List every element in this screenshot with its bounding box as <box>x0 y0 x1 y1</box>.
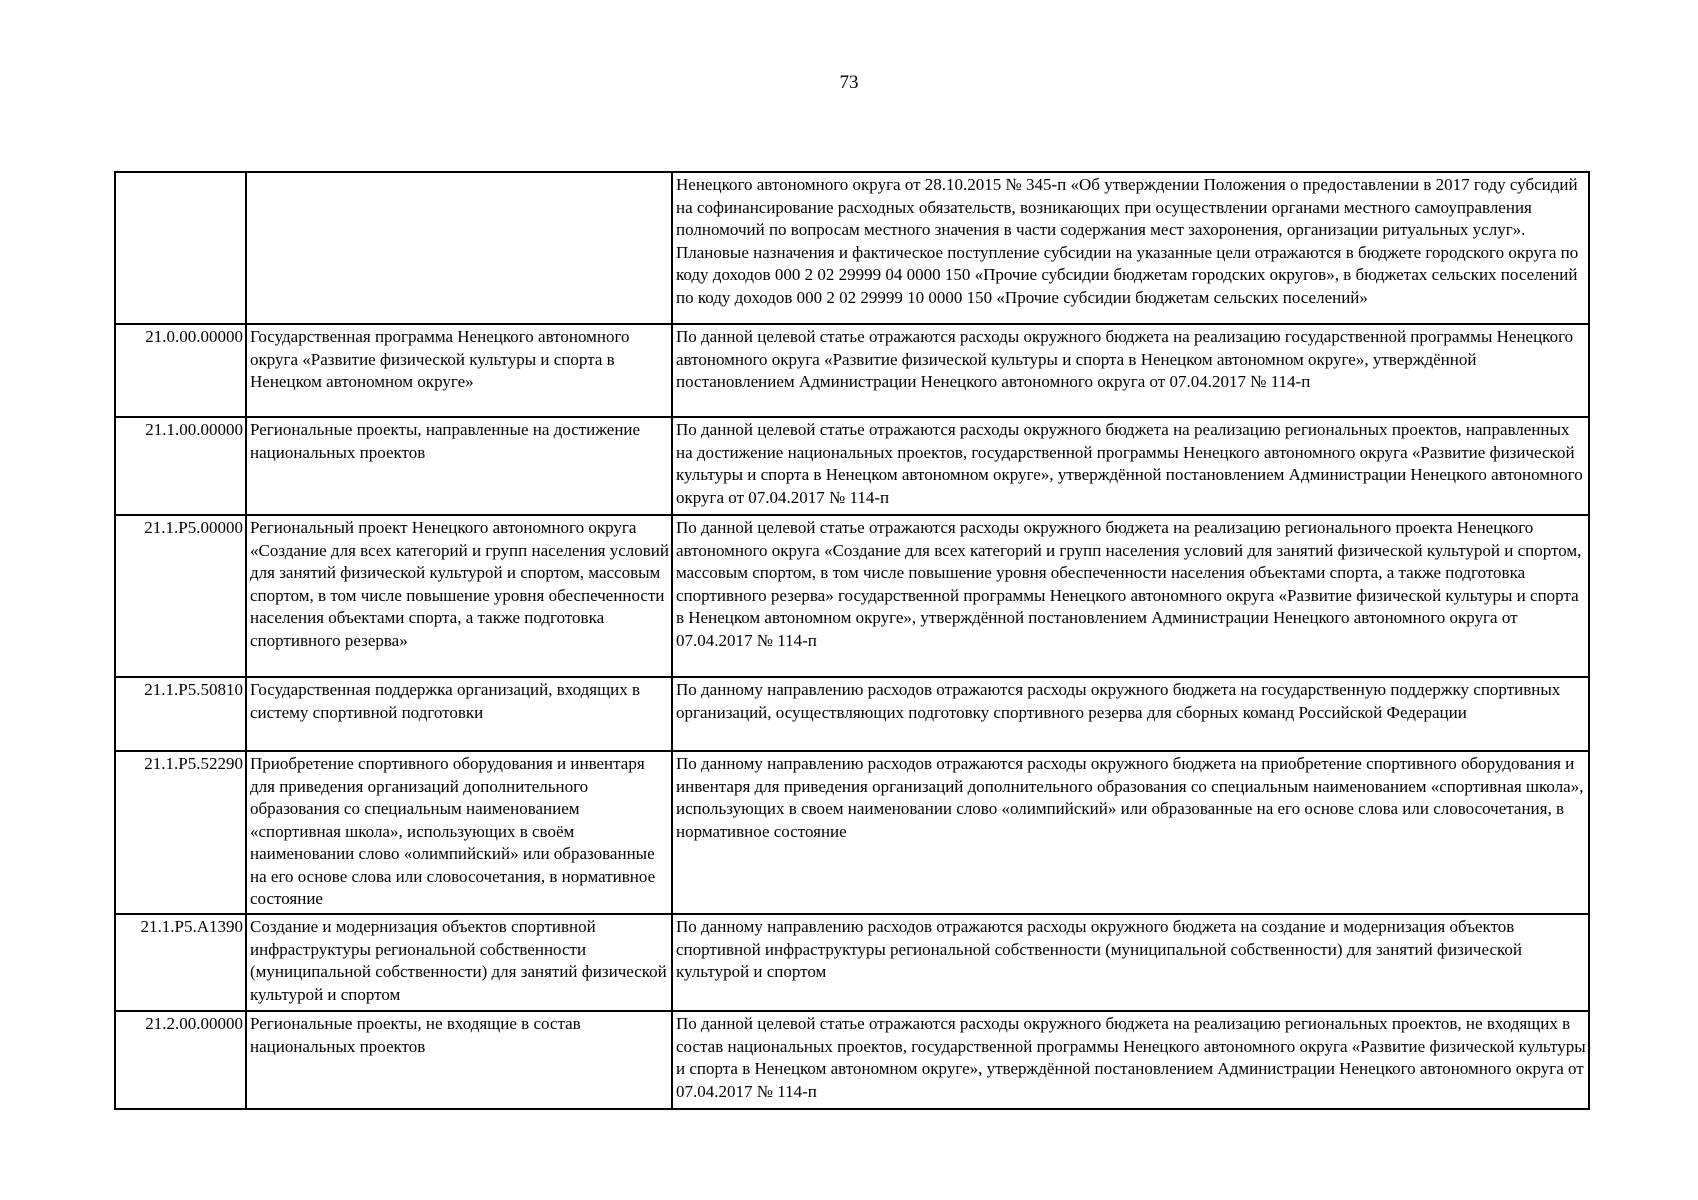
row-code-cell: 21.1.P5.50810 <box>115 677 246 751</box>
row-description-cell: По данной целевой статье отражаются расходы окружного бюджета на реализацию регионального проекта Ненецкого автономного округа «Создание для всех категорий и групп населения условий для занятий физической культурой и спортом, массовым спортом, в том числе повышение уровня обеспеченности населения объектами спорта, а также подготовка спортивного резерва» государственной программы Ненецкого автономного округа «Развитие физической культуры и спорта в Ненецком автономном округе», утверждённой постановлением Администрации Ненецкого автономного округа от 07.04.2017 № 114-п <box>672 515 1589 677</box>
row-name-cell: Приобретение спортивного оборудования и инвентаря для приведения организаций дополнительного образования со специальным наименованием «спортивная школа», использующих в своём наименовании слово «олимпийский» или образованные на его основе слова или словосочетания, в нормативное состояние <box>246 751 672 914</box>
row-code-cell: 21.1.P5.52290 <box>115 751 246 914</box>
row-name-cell: Создание и модернизация объектов спортивной инфраструктуры региональной собственности (муниципальной собственности) для занятий физической культурой и спортом <box>246 914 672 1011</box>
table-row <box>115 324 1589 417</box>
row-description-cell: По данному направлению расходов отражаются расходы окружного бюджета на приобретение спортивного оборудования и инвентаря для приведения организаций дополнительного образования со специальным наименованием «спортивная школа», использующих в своем наименовании слово «олимпийский» или образованные на его основе слова или словосочетания, в нормативное состояние <box>672 751 1589 914</box>
row-name-cell <box>246 172 672 324</box>
table-row <box>115 677 1589 751</box>
table-row <box>115 914 1589 1011</box>
row-name-cell: Государственная программа Ненецкого автономного округа «Развитие физической культуры и спорта в Ненецком автономном округе» <box>246 324 672 417</box>
table-row <box>115 172 1589 324</box>
row-description-cell: По данной целевой статье отражаются расходы окружного бюджета на реализацию региональных проектов, направленных на достижение национальных проектов, государственной программы Ненецкого автономного округа «Развитие физической культуры и спорта в Ненецком автономном округе», утверждённой постановлением Администрации Ненецкого автономного округа от 07.04.2017 № 114-п <box>672 417 1589 515</box>
row-code-cell: 21.1.P5.A1390 <box>115 914 246 1011</box>
row-code-cell: 21.0.00.00000 <box>115 324 246 417</box>
row-code-cell <box>115 172 246 324</box>
table-row <box>115 417 1589 515</box>
table-row <box>115 751 1589 914</box>
table-row <box>115 1011 1589 1109</box>
page-number: 73 <box>839 72 859 93</box>
row-name-cell: Региональные проекты, направленные на достижение национальных проектов <box>246 417 672 515</box>
row-name-cell: Государственная поддержка организаций, входящих в систему спортивной подготовки <box>246 677 672 751</box>
table-row <box>115 515 1589 677</box>
row-name-cell: Региональный проект Ненецкого автономного округа «Создание для всех категорий и групп населения условий для занятий физической культурой и спортом, массовым спортом, в том числе повышение уровня обеспеченности населения объектами спорта, а также подготовка спортивного резерва» <box>246 515 672 677</box>
row-code-cell: 21.1.P5.00000 <box>115 515 246 677</box>
row-name-cell: Региональные проекты, не входящие в состав национальных проектов <box>246 1011 672 1109</box>
row-description-cell: По данной целевой статье отражаются расходы окружного бюджета на реализацию региональных проектов, не входящих в состав национальных проектов, государственной программы Ненецкого автономного округа «Развитие физической культуры и спорта в Ненецком автономном округе», утверждённой постановлением Администрации Ненецкого автономного округа от 07.04.2017 № 114-п <box>672 1011 1589 1109</box>
row-description-cell: По данному направлению расходов отражаются расходы окружного бюджета на создание и модернизация объектов спортивной инфраструктуры региональной собственности (муниципальной собственности) для занятий физической культурой и спортом <box>672 914 1589 1011</box>
row-description-cell: По данному направлению расходов отражаются расходы окружного бюджета на государственную поддержку спортивных организаций, осуществляющих подготовку спортивного резерва для сборных команд Российской Федерации <box>672 677 1589 751</box>
row-description-cell: По данной целевой статье отражаются расходы окружного бюджета на реализацию государственной программы Ненецкого автономного округа «Развитие физической культуры и спорта в Ненецком автономном округе», утверждённой постановлением Администрации Ненецкого автономного округа от 07.04.2017 № 114-п <box>672 324 1589 417</box>
target-articles-table <box>114 171 1590 1110</box>
row-code-cell: 21.2.00.00000 <box>115 1011 246 1109</box>
row-code-cell: 21.1.00.00000 <box>115 417 246 515</box>
row-description-cell: Ненецкого автономного округа от 28.10.2015 № 345-п «Об утверждении Положения о предоставлении в 2017 году субсидий на софинансирование расходных обязательств, возникающих при осуществлении органами местного самоуправления полномочий по вопросам местного значения в части содержания мест захоронения, организации ритуальных услуг». Плановые назначения и фактическое поступление субсидии на указанные цели отражаются в бюджете городского округа по коду доходов 000 2 02 29999 04 0000 150 «Прочие субсидии бюджетам городских округов», в бюджетах сельских поселений по коду доходов 000 2 02 29999 10 0000 150 «Прочие субсидии бюджетам сельских поселений» <box>672 172 1589 324</box>
